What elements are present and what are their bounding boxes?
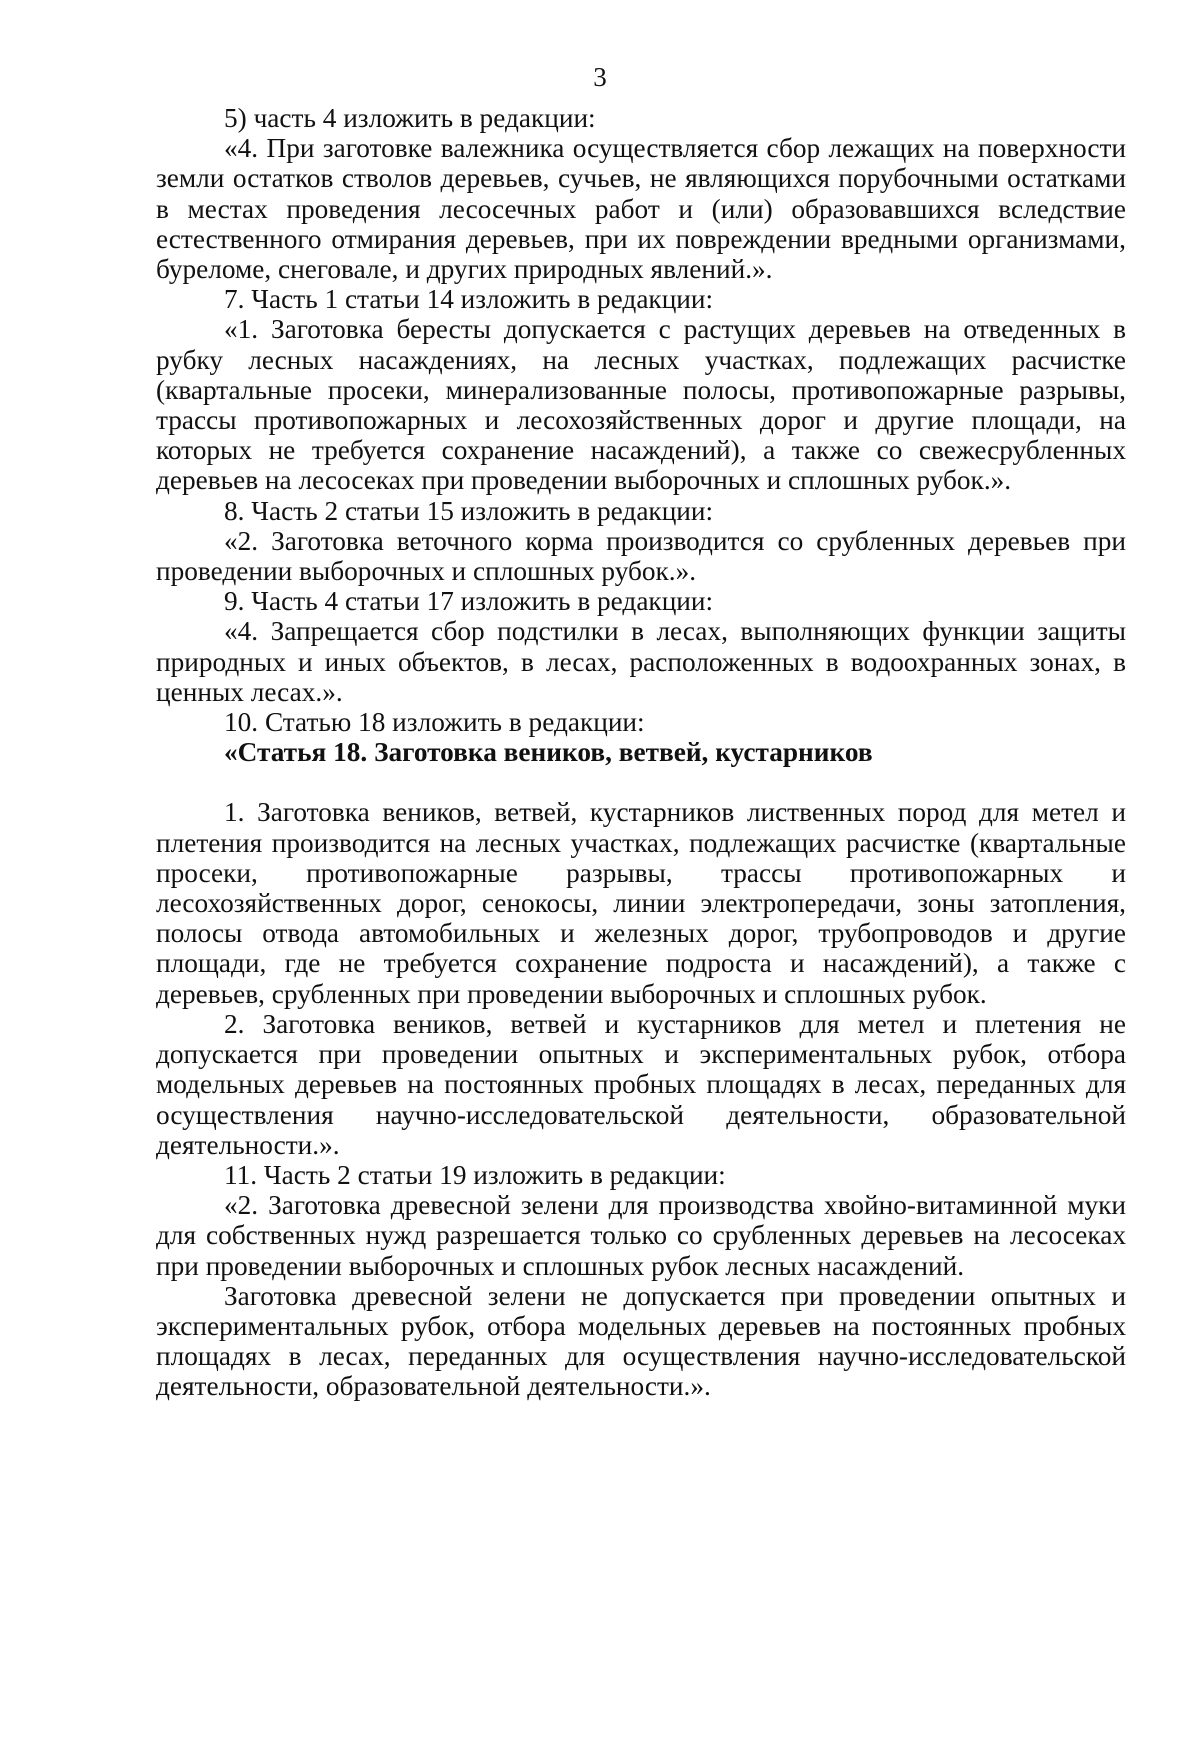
paragraph-item-8-text: «2. Заготовка веточного корма производится со срубленных деревьев при проведении выборочных и сплошных рубок.».	[156, 525, 1126, 587]
page-number: 3	[593, 62, 607, 92]
paragraph-item-9-text: «4. Запрещается сбор подстилки в лесах, выполняющих функции защиты природных и иных объектов, в лесах, расположенных в водоохранных зонах, в ценных лесах.».	[156, 616, 1126, 707]
paragraph-item-11-text-continued: Заготовка древесной зелени не допускается при проведении опытных и экспериментальных рубок, отбора модельных деревьев на постоянных пробных площадях в лесах, переданных для осуществления научно-исследовательской деятельности, образовательной деятельности.».	[156, 1280, 1126, 1402]
article-18-part-2: 2. Заготовка веников, ветвей и кустарников для метел и плетения не допускается при проведении опытных и экспериментальных рубок, отбора модельных деревьев на постоянных пробных площадях в лесах, переданных для осуществления научно-исследовательской деятельности, образовательной деятельности.».	[156, 1008, 1126, 1160]
paragraph-item-11-heading: 11. Часть 2 статьи 19 изложить в редакции:	[224, 1159, 726, 1190]
article-18-part-1: 1. Заготовка веников, ветвей, кустарников лиственных пород для метел и плетения производится на лесных участках, подлежащих расчистке (квартальные просеки, противопожарные разрывы, трассы противопожарных и лесохозяйственных дорог, сенокосы, линии электропередачи, зоны затопления, полосы отвода автомобильных и железных дорог, трубопроводов и другие площади, где не требуется сохранение подроста и насаждений), а также с деревьев, срубленных при проведении выборочных и сплошных рубок.	[156, 797, 1126, 1009]
document-body	[156, 103, 1126, 1402]
paragraph-item-10-heading: 10. Статью 18 изложить в редакции:	[224, 707, 645, 738]
paragraph-item-5-text: «4. При заготовке валежника осуществляется сбор лежащих на поверхности земли остатков стволов деревьев, сучьев, не являющихся порубочными остатками в местах проведения лесосечных работ и (или) образовавшихся вследствие естественного отмирания деревьев, при их повреждении вредными организмами, буреломе, снеговале, и других природных явлений.».	[156, 133, 1126, 285]
paragraph-item-11-text: «2. Заготовка древесной зелени для производства хвойно-витаминной муки для собственных нужд разрешается только со срубленных деревьев на лесосеках при проведении выборочных и сплошных рубок лесных насаждений.	[156, 1190, 1126, 1281]
paragraph-item-5-heading: 5) часть 4 изложить в редакции:	[224, 103, 596, 133]
paragraph-item-7-heading: 7. Часть 1 статьи 14 изложить в редакции:	[224, 284, 714, 315]
article-18-title: «Статья 18. Заготовка веников, ветвей, кустарников	[224, 737, 873, 768]
paragraph-item-8-heading: 8. Часть 2 статьи 15 изложить в редакции:	[224, 495, 714, 526]
paragraph-item-7-text: «1. Заготовка бересты допускается с растущих деревьев на отведенных в рубку лесных насаждениях, на лесных участках, подлежащих расчистке (квартальные просеки, минерализованные полосы, противопожарные разрывы, трассы противопожарных и лесохозяйственных дорог и другие площади, на которых не требуется сохранение насаждений), а также со свежесрубленных деревьев на лесосеках при проведении выборочных и сплошных рубок.».	[156, 314, 1126, 496]
paragraph-item-9-heading: 9. Часть 4 статьи 17 изложить в редакции:	[224, 586, 714, 617]
